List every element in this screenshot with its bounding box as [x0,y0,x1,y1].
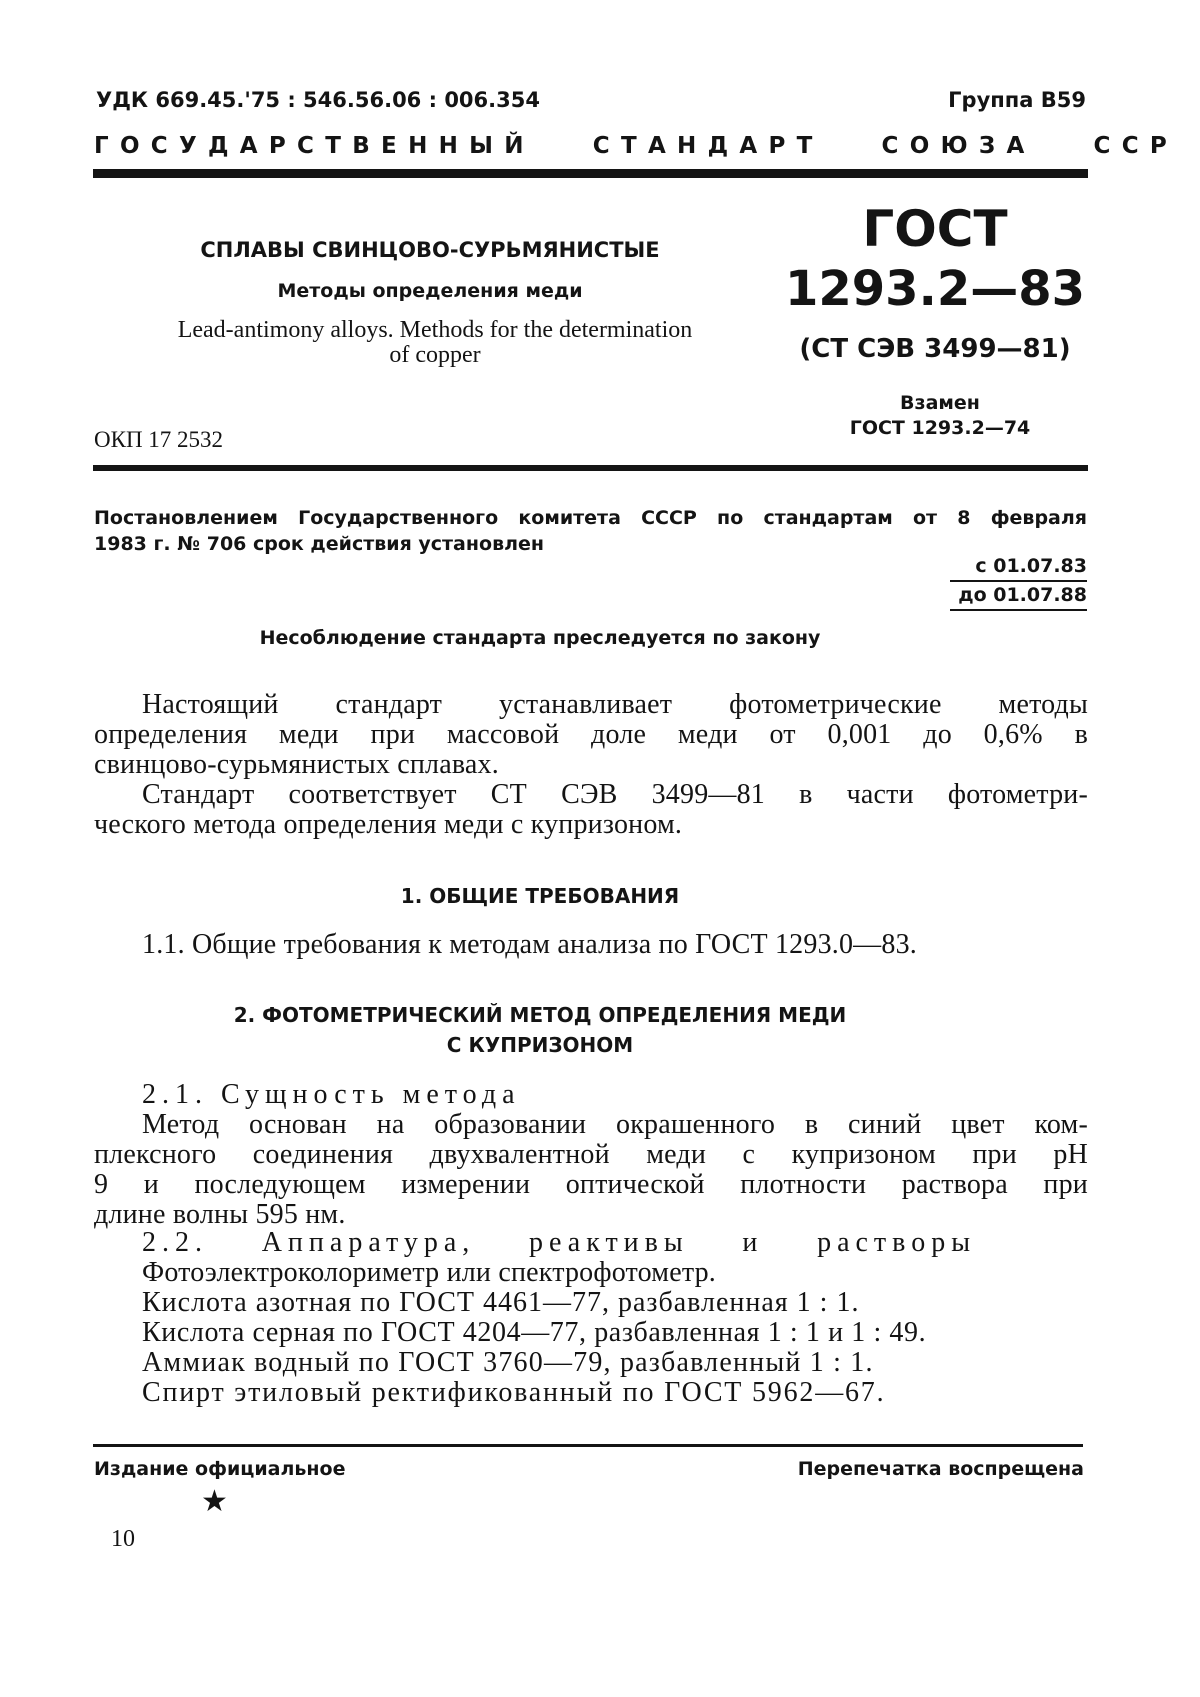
intro-p2-line1: Стандарт соответствует СТ СЭВ 3499—81 в части фотометри- [142,779,1088,810]
sev-number: (СТ СЭВ 3499—81) [799,334,1071,364]
intro-p1-line1: Настоящий стандарт устанавливает фотометрические методы [142,689,1088,720]
en-title [110,318,760,368]
intro-p1-line3: свинцово-сурьмянистых сплавах. [94,749,499,780]
gost-number: 1293.2—83 [784,261,1086,317]
section1-item-1-1: 1.1. Общие требования к методам анализа по ГОСТ 1293.0—83. [142,929,917,960]
decree-line2: 1983 г. № 706 срок действия установлен [94,533,545,555]
item-2-1-line1: Метод основан на образовании окрашенного в синий цвет ком- [142,1109,1088,1140]
standard-banner: ГОСУДАРСТВЕННЫЙ СТАНДАРТ СОЮЗА ССР [94,133,1179,159]
replaces-standard: ГОСТ 1293.2—74 [849,417,1031,439]
section2-heading-line2: С КУПРИЗОНОМ [446,1033,634,1057]
header-thick-rule [93,169,1088,178]
item-2-1-line2: плексного соединения двухвалентной меди с купризоном при pH [94,1139,1088,1170]
section1-heading: 1. ОБЩИЕ ТРЕБОВАНИЯ [400,884,680,908]
reagent-item: Кислота серная по ГОСТ 4204—77, разбавленная 1 : 1 и 1 : 49. [142,1317,927,1348]
gost-label: ГОСТ [862,200,1008,258]
reagent-item: Кислота азотная по ГОСТ 4461—77, разбавленная 1 : 1. [142,1287,860,1318]
page-number: 10 [111,1526,135,1552]
star-icon: ★ [201,1484,228,1519]
okp-code: ОКП 17 2532 [94,427,224,452]
reagent-item: Фотоэлектроколориметр или спектрофотометр. [142,1257,717,1288]
replaces-label: Взамен [900,392,980,414]
footer-rule [93,1444,1083,1447]
valid-from-underline [950,580,1087,582]
reprint-prohibited: Перепечатка воспрещена [797,1458,1084,1480]
udk-code: УДК 669.45.'75 : 546.56.06 : 006.354 [96,88,540,112]
valid-to-underline [950,609,1087,611]
intro-p2-line2: ческого метода определения меди с купризоном. [94,809,683,840]
law-notice: Несоблюдение стандарта преследуется по закону [259,627,821,649]
item-2-1-title: 2.1. Сущность метода [142,1079,521,1110]
group-code: Группа В59 [948,88,1086,112]
ru-subtitle: Методы определения меди [277,280,583,302]
title-divider-rule [93,465,1088,471]
item-2-1-line4: длине волны 595 нм. [94,1199,346,1230]
valid-to: до 01.07.88 [958,584,1087,606]
section2-heading-line1: 2. ФОТОМЕТРИЧЕСКИЙ МЕТОД ОПРЕДЕЛЕНИЯ МЕДИ [233,1003,847,1027]
valid-from: с 01.07.83 [975,555,1087,577]
intro-p1-line2: определения меди при массовой доле меди от 0,001 до 0,6% в [94,719,1088,750]
item-2-2-title: 2.2. Аппаратура, реактивы и растворы [142,1227,976,1258]
en-title-line2: of copper [389,342,481,368]
reagent-item: Аммиак водный по ГОСТ 3760—79, разбавленный 1 : 1. [142,1347,874,1378]
decree-line1: Постановлением Государственного комитета СССР по стандартам от 8 февраля [94,507,1087,529]
item-2-1-line3: 9 и последующем измерении оптической плотности раствора при [94,1169,1088,1200]
en-title-line1: Lead-antimony alloys. Methods for the determination [177,317,693,343]
official-edition: Издание официальное [94,1458,346,1480]
reagent-item: Спирт этиловый ректификованный по ГОСТ 5962—67. [142,1377,886,1408]
ru-title: СПЛАВЫ СВИНЦОВО-СУРЬМЯНИСТЫЕ [200,238,660,262]
